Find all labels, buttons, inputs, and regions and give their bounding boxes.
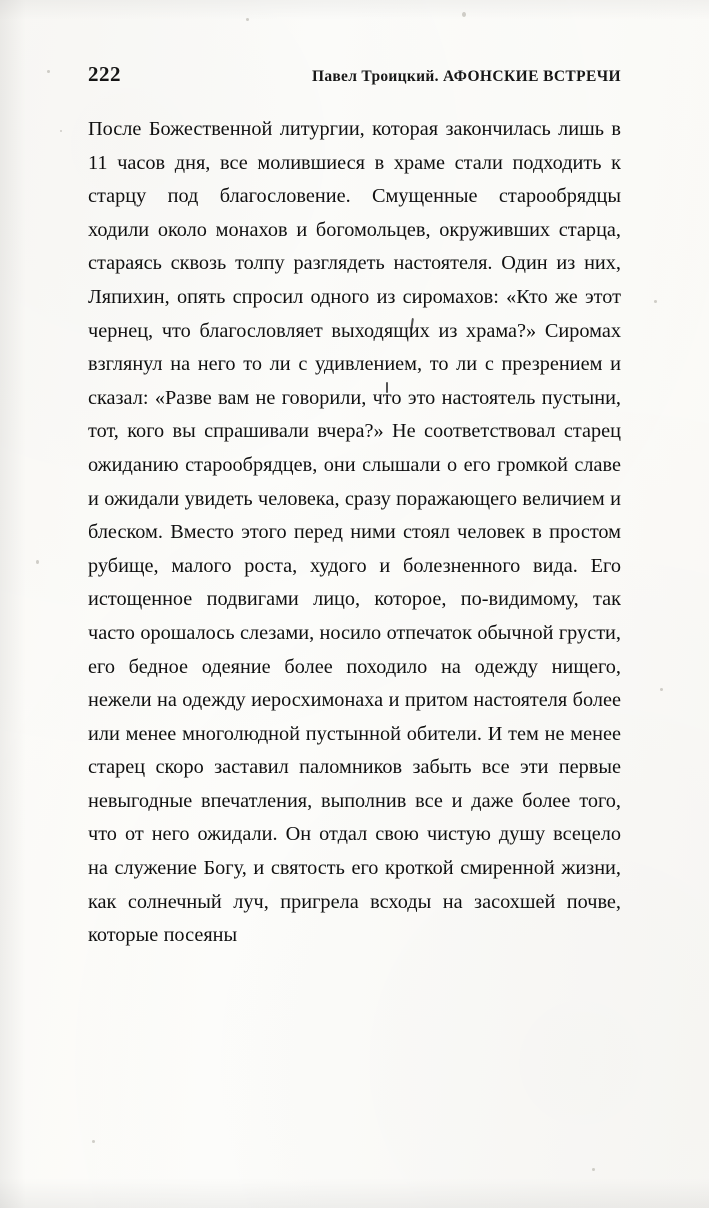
page-content (88, 62, 621, 953)
paragraph: После Божественной литургии, которая закончилась лишь в 11 часов дня, все молившиеся в храме стали подходить к старцу под благословение. Смущенные старообрядцы ходили около монахов и богомольцев, окруживших старца, стараясь сквозь толпу разглядеть настоятеля. Один из них, Ляпихин, опять спросил одного из сиромахов: «Кто же этот чернец, что благословляет выходящих из храма?» Сиромах взглянул на него то ли с удивлением, то ли с презрением и сказал: «Разве вам не говорили, что это настоятель пустыни, тот, кого вы спрашивали вчера?» Не соответствовал старец ожиданию старообрядцев, они слышали о его громкой славе и ожидали увидеть человека, сразу поражающего величием и блеском. Вместо этого перед ними стоял человек в простом рубище, малого роста, худого и болезненного вида. Его истощенное подвигами лицо, которое, по-видимому, так часто орошалось слезами, носило отпечаток обычной грусти, его бедное одеяние более походило на одежду нищего, нежели на одежду иеросхимонаха и притом настоятеля более или менее многолюдной пустынной обители. И тем не менее старец скоро заставил паломников забыть все эти первые невыгодные впечатления, выполнив все и даже более того, что от него ожидали. Он отдал свою чистую душу всецело на служение Богу, и святость его кроткой смиренной жизни, как солнечный луч, пригрела всходы на засохшей почве, которые посеяны (88, 118, 621, 947)
page-edge-shading-top (0, 0, 709, 20)
scan-speck (92, 1140, 95, 1143)
scan-speck (462, 12, 466, 17)
scan-speck (246, 18, 249, 21)
running-head (88, 62, 621, 87)
scan-speck (36, 560, 39, 564)
scan-speck (592, 1168, 595, 1171)
page-edge-shading-bottom (0, 1178, 709, 1208)
running-head-author: Павел Троицкий. (311, 68, 439, 85)
running-head-title (121, 68, 621, 86)
scan-speck (60, 130, 62, 132)
scan-speck (47, 70, 50, 73)
page-edge-shading-left (0, 0, 26, 1208)
scan-speck (660, 688, 663, 691)
body-text (88, 113, 621, 953)
scan-speck (654, 300, 657, 303)
running-head-book-title: АФОНСКИЕ ВСТРЕЧИ (442, 68, 621, 85)
page-number: 222 (88, 62, 121, 86)
